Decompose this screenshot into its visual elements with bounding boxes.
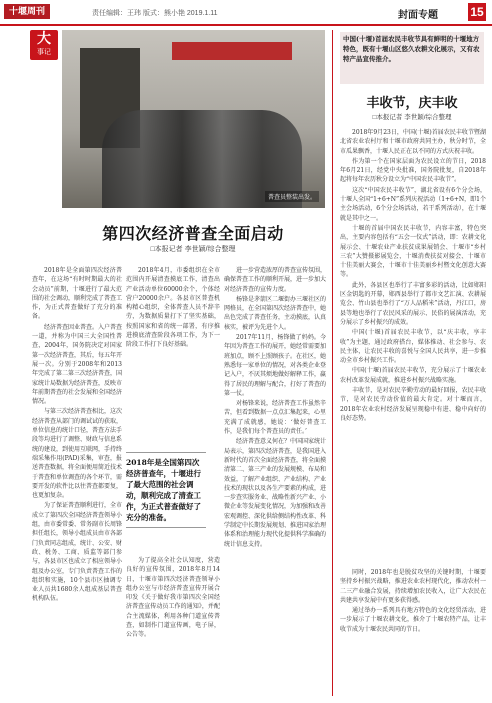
chronicle-badge bbox=[30, 30, 58, 60]
paragraph: 同时，2018年也是脱贫攻坚的关键时期，十堰要坚持乡村振兴战略，推进农业农村现代化，推动农村一二三产业融合发展，持续增加农民收入，让广大农民在共建共享发展中有更多获得感。 bbox=[340, 569, 486, 604]
article-column-3 bbox=[224, 266, 326, 696]
badge-small-text: 事记 bbox=[37, 49, 51, 56]
census-photo bbox=[62, 30, 325, 208]
harvest-byline: □本报记者 李世颖/综合整理 bbox=[372, 114, 452, 121]
masthead-brand: 十堰周刊 bbox=[4, 4, 50, 19]
article-column-1 bbox=[32, 266, 122, 696]
paragraph: 通过举办一系列具有地方特色的文化经贸活动，进一步展示了十堰农耕文化，推介了十堰农特产品，让丰收节成为十堰农民共同的节日。 bbox=[340, 607, 486, 633]
badge-big-text: 大 bbox=[37, 31, 51, 47]
harvest-column-1 bbox=[340, 128, 486, 568]
harvest-headline: 丰收节，庆丰收 bbox=[366, 96, 458, 111]
paragraph: 与第三次经济普查相比，这次经济普查从部门的调试试的获取，单位信息的统计口径，普查方法手段等均进行了调整、财政与信息系统的建设，到使用互联网，手持终端采集作用(PAD)采集，审查，报送普查数据，将全面便用简近技术于普查和单位调查的各个环节，需要开发的软件比以往普查都要复，也更加复杂。 bbox=[32, 408, 122, 500]
paragraph: 2017年11月，杨锋做了妈妈。今年因为普查工作的展开，她经常需要加班加点，顾不上照顾孩子。在社区，她熟悉每一家单位的情况，对各类企业登记入户，不厌其烦地做好解释工作，赢得了居民的理解与配合，打好了普查的第一仗。 bbox=[224, 334, 326, 397]
paragraph: 这次“中国农民丰收节”，湖北省设有6个分会场，十堰人全国“1+6+N”系列庆祝活动（1+6+N，即1个主会场活动，6个分会场活动，若干系列活动），在十堰就是其中之一。 bbox=[340, 186, 486, 222]
harvest-lead: 中国(十堰)首届农民丰收节具有鲜明的十堰地方特色，既有十堰山区悠久农耕文化展示，又有农特产品宣传推介。 bbox=[340, 32, 484, 84]
column-divider bbox=[332, 30, 333, 696]
section-title: 封面专题 bbox=[398, 10, 438, 21]
paragraph: 十堰的首届中国农民丰收节，内容丰富，特色突出，主要内容包括有“五会一仪式”活动，即：农耕文化展示会、十堰农业产业扶贫成果展销会、十堰市“乡村三农”大赞摄影展览会，十堰消费扶贫对接会、十堰市十佳美丽大赛会，十堰市十佳美丽乡村暨文化创意大赛等。 bbox=[340, 224, 486, 279]
editor-meta: 责任编辑：王玮 版式：熊小艳 2019.1.11 bbox=[92, 10, 218, 17]
paragraph: 2018年是全面第四次经济普查年，在这场“有时时期最大的社会动员”前期，十堰进行了最大范围的社会调动，顺利完成了普查工作，为正式普查做好了充分的准备。 bbox=[32, 267, 122, 321]
page-header bbox=[0, 0, 492, 24]
paragraph: 经济普查意义何在？中国国家统计局表示，第四次经济普查，是我国进入新时代的首次全面经济普查，将全面摸清第二、第三产业的发展规模、布局和效益，了解产业组织、产业结构、产业技术的现状以及各生产要素的构成，进一步查实服务业、战略性新兴产业、小微企业等发展变化情况，为加强和改善宏观调控、深化供给侧结构性改革、科学制定中长期发展规划、推进国家治理体系和治理能力现代化提供科学准确的统计信息支持。 bbox=[224, 438, 326, 548]
paragraph: 为了提高全社会认知度，营造良好的宣传氛围，2018年8月14日，十堰市第四次经济普查领导小组办公室与市经济普查宣传开展合印发《关于做好我市第四次全国经济普查宣传动员工作的通知》，并配合主流媒体，利用各种门道宣传普查，如制作门道宣传画，电子屏，公告等。 bbox=[126, 557, 220, 639]
article-column-2 bbox=[126, 266, 220, 446]
paragraph: 进一步营造浓厚的普查宣传氛围，确保普查工作的顺利开展，进一步加大对经济普查的宣传力度。 bbox=[224, 267, 326, 293]
paragraph: 中国(十堰)首届农民丰收节，以“庆丰收，享丰收”为主题，通过政府搭台，媒体推动、社会参与、农民主体，让农民丰收的喜悦与全国人民共享，进一步推动全市乡村振兴工作。 bbox=[340, 329, 486, 365]
paragraph: 此外，各县区也举行了丰富多彩的活动，比如郧阳区金钥匙的开幕，郧西县举行了都市文艺汇演、农耕展览会、竹山县也举行了“万人品稻米”活动，丹江口，房县等地也举行了农民风采的展示、民俗的展演活动，充分展示了乡村振兴的成效。 bbox=[340, 281, 486, 326]
photo-banner bbox=[172, 42, 292, 60]
paragraph: 2018年9月23日，中国(十堰)首届农民丰收节暨湖北省农业农村厅和十堰市政府共同主办，秋分时节，全市瓜果飘香，十堰人民正在以不同的方式庆祝丰收。 bbox=[340, 129, 486, 155]
paragraph: 杨锋是茅箭区二堰街办三堰社区的网格员，在全国第四次经济普查中，她出色完成了普查任务，主动摸底，认真核实，被评为先进个人。 bbox=[224, 295, 326, 331]
paragraph: 作为第一个在国家层面为农民设立的节日，2018年6月21日，经党中央批准，国务院批复，自2018年起将每年农历秋分设立为“中国农民丰收节”。 bbox=[340, 157, 486, 184]
paragraph: 中国(十堰)首届农民丰收节，充分展示了十堰农业农村改革发展成就，推进乡村振兴战略实施。 bbox=[340, 367, 486, 384]
header-rule bbox=[0, 24, 492, 26]
paragraph: 2018年4月，市委组织在全市范围内开展清查摸底工作，清查出产业活动单位60000余个，个体经营户20000余户。各县市区普查机构精心组织，全体普查人员不辞辛劳，为数据质量打下了坚实基础，按照国家和省的统一部署，有序推进摸底清查阶段各项工作，为下一阶段工作打下良好基础。 bbox=[126, 267, 220, 349]
paragraph: 对杨锋来说，经济普查工作虽然辛苦，但看到数据一点点汇集起来，心里充满了成就感，她说：‘做好普查工作，是我们每个普查员的责任。’ bbox=[224, 400, 326, 436]
page-number: 15 bbox=[468, 3, 486, 21]
article-headline: 第四次经济普查全面启动 bbox=[102, 224, 284, 243]
paragraph: 为了保证普查顺利进行，全市成立了第四次全国经济普查领导小组，由市委常委、常务副市长周锋担任组长，领导小组成员由市各部门负责同志组成，统计、公安、财政、税务、工商、质监等部门参与，各县市区也成立了相应领导小组及办公室，专门负责普查工作的组织和实施，10个县市区抽调专业人员共1680余人组成基层普查机构队伍。 bbox=[32, 502, 122, 603]
paragraph: 丰收节，是对农民辛勤劳动的最好回报，农民丰收节，是对农民劳动价值的最大肯定。对十堰而言，2018年农业农村经济发展呈现稳中有进、稳中向好的良好态势。 bbox=[340, 387, 486, 422]
photo-caption: 普查员整装出发。 bbox=[265, 191, 319, 202]
article-column-2-lower bbox=[126, 556, 220, 696]
article-byline: □本报记者 李世颖/综合整理 bbox=[150, 246, 236, 253]
harvest-column-2 bbox=[340, 568, 486, 696]
paragraph: 经济普查因业普查。入户普查一道，并称为中国三大全国性普查，2004年，国务院决定对国家第一次经济普查，其后，每五年开展一次。分别于2008年和2013年完成了第二第三次经济普查，国家统计局数据为经济普查，反映市年前期普查的社会发展和全国经济情况。 bbox=[32, 323, 122, 406]
pull-quote: 2018年是全国第四次经济普查年，十堰进行了最大范围的社会调动，顺利完成了清查工作，为正式普查做好了充分的准备。 bbox=[126, 452, 206, 528]
